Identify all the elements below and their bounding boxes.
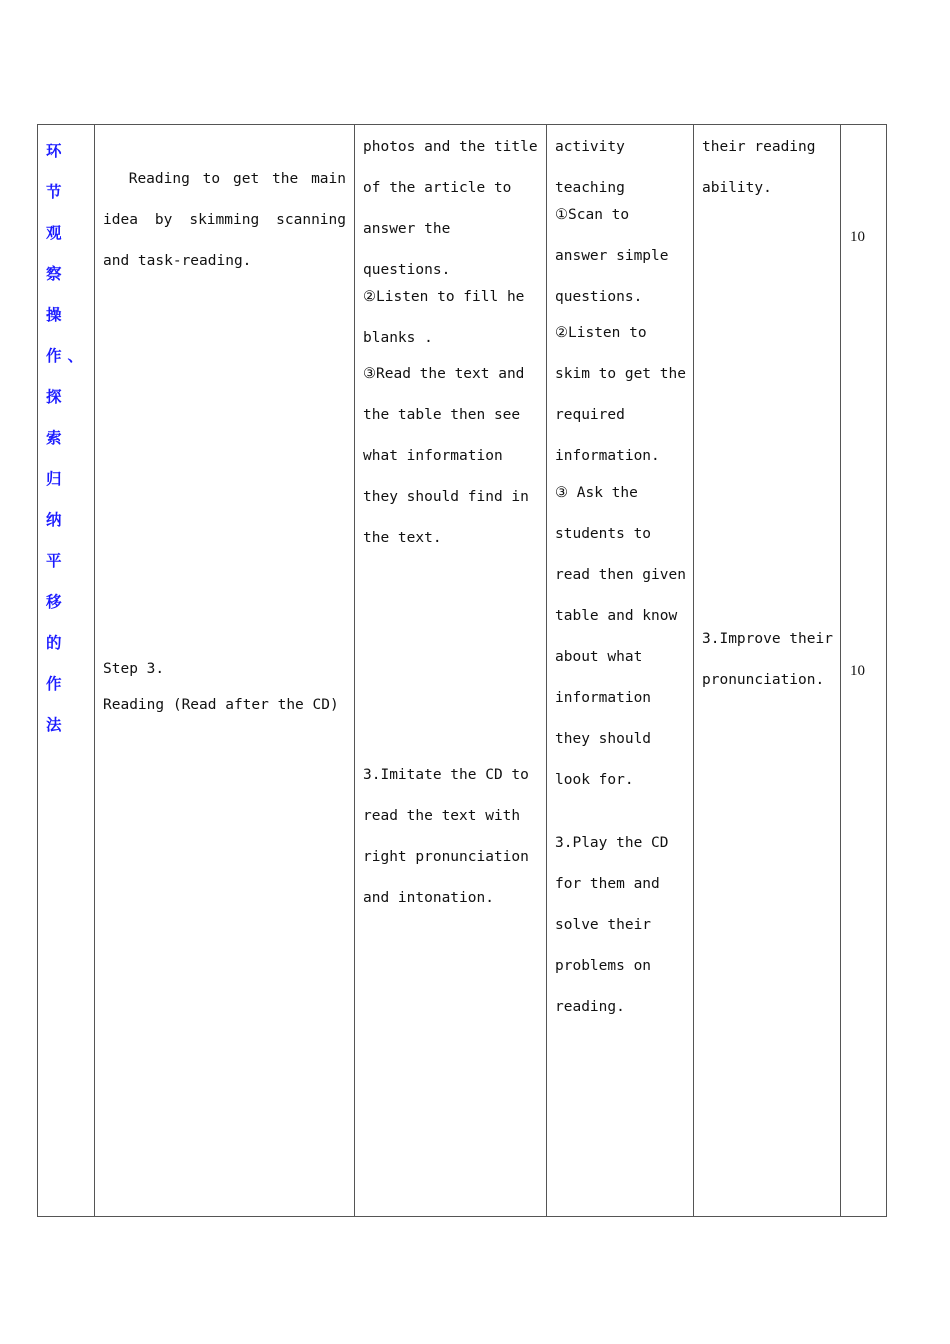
read-text-table-text: ③Read the text and the table then see what information they should find in the text.	[363, 366, 538, 546]
teacher-activity-column	[547, 125, 694, 1216]
imitate-cd-text: 3.Imitate the CD to read the text with right pronunciation and intonation.	[363, 767, 538, 906]
time-column	[841, 125, 888, 1216]
activity-teaching-text: activity teaching	[555, 139, 634, 196]
ask-students-text: ③ Ask the students to read then given table and know about what information they should look for.	[555, 485, 695, 788]
reading-ability-text: their reading ability.	[702, 139, 825, 196]
play-cd-text: 3.Play the CD for them and solve their problems on reading.	[555, 835, 678, 1015]
listen-skim-text: ②Listen to skim to get the required information.	[555, 325, 695, 464]
stage-label: 环节观察操作、探索归纳平移的作法	[46, 142, 90, 734]
photos-title-text: photos and the title of the article to answer the questions.	[363, 139, 547, 278]
purpose-column	[694, 125, 841, 1216]
procedure-column	[95, 125, 355, 1216]
student-activity-column	[355, 125, 547, 1216]
time-value-2: 10	[850, 663, 865, 679]
step3-title: Step 3.	[103, 661, 165, 677]
scan-answer-text: ①Scan to answer simple questions.	[555, 207, 678, 305]
time-value-1: 10	[850, 229, 865, 245]
stage-column	[38, 125, 95, 1216]
lesson-plan-table	[37, 124, 887, 1217]
step3-subtitle: Reading (Read after the CD)	[103, 697, 339, 713]
reading-main-idea-text: Reading to get the main idea by skimming scanning and task-reading.	[103, 171, 355, 269]
listen-fill-blanks-text: ②Listen to fill he blanks .	[363, 289, 534, 346]
improve-pronunciation-text: 3.Improve their pronunciation.	[702, 631, 842, 688]
